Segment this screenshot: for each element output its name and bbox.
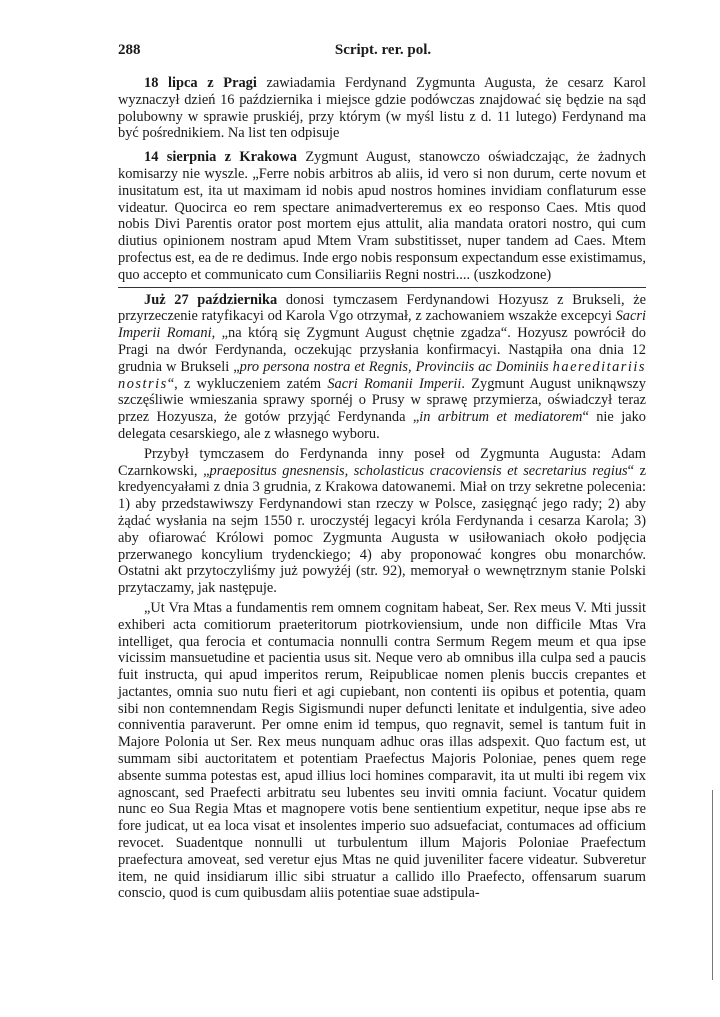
- section-divider: [118, 287, 646, 288]
- page-header: [118, 42, 648, 62]
- document-body: [118, 75, 646, 905]
- p5-run-0: „Ut Vra Mtas a fundamentis rem omnem cognitam habeat, Ser. Rex meus V. Mti jussit exhiberi acta comitiorum praeteritorum piotrkoviensium, unde non difficile Mtas Vra intelliget, qua ferocia et contumacia nonnulli contra Sermum Regem meum et qua ipse vicissim mansuetudine et pacientia usus sit. Neque vero ab omnibus illa culpa sed a paucis fuit instructa, qui apud imperitos rerum, Reipublicae nomen plenis buccis crepantes et jactantes, omnia suo nutu fieri et agi cupiebant, non contenti iis opibus et potentia, quam sibi non contemnendam Regis Sigismundi nuper defuncti lenitate et indulgentia, sive adeo conniventia paraverunt. Per omne enim id tempus, quo regnavit, semel is tantum fuit in Majore Polonia ut Ser. Rex meus nunquam adhuc oras illas adspexit. Quo factum est, ut summam sibi auctoritatem et potentiam Praefectus Majoris Poloniae, penes quem rege absente summa potestas est, apud illius loci homines comparavit, ita ut multi ibi regem vix agnoscant, sed Praefecti arbitratu seu lubentes seu inviti omnia faciunt. Vocatur quidem nunc eo Sua Regia Mtas et magnopere votis bene sentientium expetitur, neque ipse abs re fore judicat, ut ea loca visat et insolentes imperio suo adsuefaciat, contumaces ad officium revocet. Suadentque nonnulli ut turbulentum illum Majoris Poloniae Praefectum praefectura amoveat, sed veretur ejus Mtas ne quid juveniliter facere videatur. Subveretur item, ne quid insidiarum illic sibi struatur a callido illo Praefecto, offensarum suarum conscio, quod is cum quibusdam aliis potentiae suae adstipula-: [118, 599, 646, 902]
- p1-run-0: 18 lipca z Pragi: [144, 75, 257, 91]
- p3-run-6: haereditariis nostris: [118, 358, 646, 392]
- page-edge-mark: [712, 790, 718, 980]
- p3-run-0: Już 27 października: [144, 291, 278, 308]
- page-number: 288: [118, 42, 141, 58]
- p3-run-8: Sacri Romanii Imperii: [327, 375, 462, 392]
- p3-run-10: in arbitrum et mediatorem: [419, 409, 583, 426]
- p3-run-9: . Zygmunt August uniknąwszy szczęśliwie wmieszania sprawy spornéj o Prusy w sprawę przymierza, oświadczył teraz przez Hozyusza, że gotów przyjąć Ferdynanda „: [118, 375, 646, 426]
- p3-run-2: Sacri Imperii Romani: [118, 308, 646, 342]
- p3-run-4: pro persona nostra et Regnis, Provinciis ac Dominiis: [239, 358, 549, 375]
- paragraph-2: [118, 149, 646, 283]
- paragraph-4: [118, 446, 646, 597]
- paragraph-5-latin-memorial: [118, 600, 646, 902]
- paragraph-3: [118, 292, 646, 443]
- p4-run-1: praepositus gnesnensis, scholasticus cracoviensis et secretarius regius: [209, 462, 628, 479]
- p3-run-11: “ nie jako delegata cesarskiego, ale z własnego wyboru.: [118, 409, 646, 442]
- p1-run-1: zawiadamia Ferdynand Zygmunta Augusta, że cesarz Karol wyznaczył dzień 16 października i miejsce gdzie podówczas znajdować się będzie na sąd polubowny w sprawie pruskiéj, przy którym (w myśl listu z d. 11 lutego) Ferdynand ma być pośrednikiem. Na list ten odpisuje: [118, 75, 646, 142]
- p3-run-1: donosi tymczasem Ferdynandowi Hozyusz z Brukseli, że przyrzeczenie ratyfikacyi od Karola Vgo otrzymał, z zachowaniem wszakże excepcyi: [118, 291, 646, 325]
- p2-run-0: 14 sierpnia z Krakowa: [144, 149, 297, 166]
- p4-run-0: Przybył tymczasem do Ferdynanda inny poseł od Zygmunta Augusta: Adam Czarnkowski, „: [118, 445, 646, 479]
- p3-run-3: , „na którą się Zygmunt August chętnie zgadza“. Hozyusz powrócił do Pragi na dwór Ferdynanda, oczekując przysłania konfirmacyi. Nastąpiła ona dnia 12 grudnia w Brukseli „: [118, 325, 647, 375]
- p3-run-7: “, z wykluczeniem zatém: [167, 375, 328, 392]
- p4-run-2: “ z kredyencyałami z dnia 3 grudnia, z Krakowa datowanemi. Miał on trzy sekretne polecenia: 1) aby przedstawiwszy Ferdynandowi stan rzeczy w Polsce, zasięgnąć jego rady; 2) aby żądać wysłania na sejm 1550 r. uroczystéj legacyi króla Ferdynanda i cesarza Karola; 3) aby ofiarować Królowi pomoc Zygmunta Augusta w usiłowaniach około podjęcia przerwanego koncylium trydenckiego; 4) aby proponować kongres obu monarchów. Ostatni akt przytoczyliśmy już powyżéj (str. 92), memoryał o wewnętrznym stanie Polski przytaczamy, jak następuje.: [118, 462, 646, 597]
- running-title: Script. rer. pol.: [334, 42, 432, 58]
- p2-run-1: Zygmunt August, stanowczo oświadczając, że żadnych komisarzy nie wyszle. „Ferre nobis arbitros ab aliis, id vero si non durum, certe novum et inusitatum est, ita ut maximam id nobis apud nostros homines invidiam conflaturum esse videatur. Quocirca eo rem spectare animadverteremus ex eo responso Caes. Mtis quod nobis Divi Parentis orator post mortem ejus attulit, alia mandata oratori nostro, qui cum diutius opinionem nostram apud Mtem Vram substitisset, nuper tandem ad Caes. Mtem profectus est, ea de re dedimus. Inde ergo nobis responsum expectandum esse existimamus, quo accepto et communicato cum Consiliariis Regni nostri.... (uszkodzone): [118, 149, 646, 283]
- paragraph-1: [118, 75, 646, 142]
